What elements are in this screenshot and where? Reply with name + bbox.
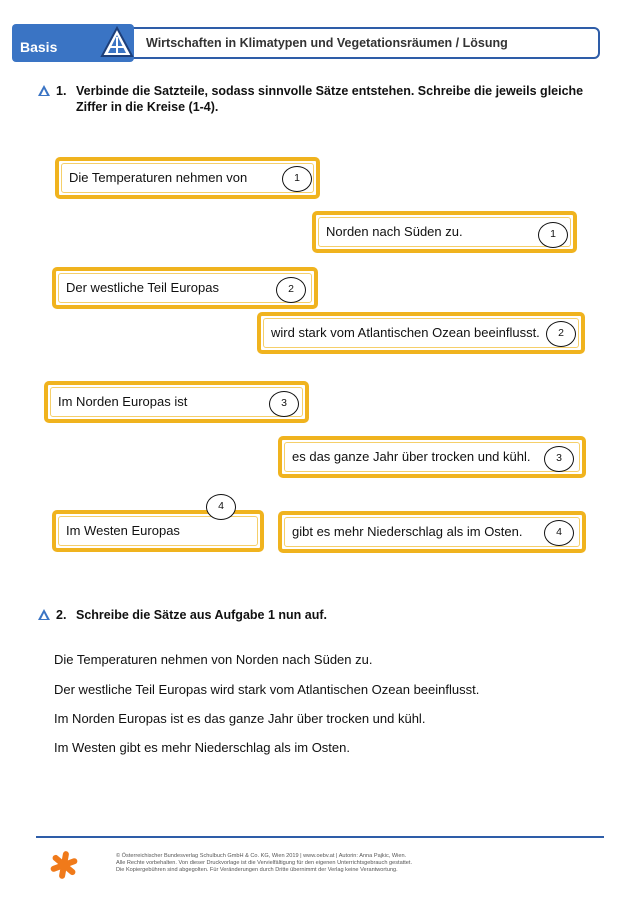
sentence-part-text: Die Temperaturen nehmen von xyxy=(69,170,248,185)
level-badge-label: Basis xyxy=(20,39,58,55)
footer-disclaimer: Die Kopiergebühren sind abgegolten. Für Veränderungen durch Dritte übernimmt der Verlag keine Verantwortung. xyxy=(116,867,398,873)
answer-sentence: Die Temperaturen nehmen von Norden nach Süden zu. xyxy=(54,652,373,667)
sentence-part-box[interactable] xyxy=(312,211,577,253)
number-circle[interactable]: 3 xyxy=(544,446,574,472)
sentence-part-text: Im Norden Europas ist xyxy=(58,394,188,409)
sentence-part-box[interactable] xyxy=(52,510,264,552)
number-circle[interactable]: 1 xyxy=(282,166,312,192)
sentence-part-box[interactable] xyxy=(52,267,318,309)
answer-sentence: Im Westen gibt es mehr Niederschlag als im Osten. xyxy=(54,740,350,755)
number-circle[interactable]: 2 xyxy=(546,321,576,347)
sentence-part-box[interactable] xyxy=(44,381,309,423)
number-circle[interactable]: 1 xyxy=(538,222,568,248)
number-circle[interactable]: 4 xyxy=(206,494,236,520)
task-1-number: 1. xyxy=(56,84,67,98)
footer-copyright: © Österreichischer Bundesverlag Schulbuch GmbH & Co. KG, Wien 2019 | www.oebv.at | Autorin: Anna Pajkic, Wien. xyxy=(116,853,407,859)
sentence-part-box[interactable] xyxy=(278,436,586,478)
number-circle[interactable]: 2 xyxy=(276,277,306,303)
triangle-icon xyxy=(37,608,51,621)
sentence-part-text: gibt es mehr Niederschlag als im Osten. xyxy=(292,524,523,539)
oebv-star-icon xyxy=(50,849,78,881)
task-1-instruction-line-1: Verbinde die Satzteile, sodass sinnvolle Sätze entstehen. Schreibe die jeweils gleiche xyxy=(76,84,584,98)
task-2-number: 2. xyxy=(56,608,67,622)
number-circle[interactable]: 4 xyxy=(544,520,574,546)
number-circle[interactable]: 3 xyxy=(269,391,299,417)
footer-rights: Alle Rechte vorbehalten. Von dieser Druckvorlage ist die Vervielfältigung für den eigenen Unterrichtsgebrauch gestattet. xyxy=(116,860,413,866)
sentence-part-text: es das ganze Jahr über trocken und kühl. xyxy=(292,449,531,464)
sentence-part-box[interactable] xyxy=(257,312,585,354)
answer-sentence: Der westliche Teil Europas wird stark vom Atlantischen Ozean beeinflusst. xyxy=(54,682,480,697)
footer-divider xyxy=(36,836,604,838)
answer-sentence: Im Norden Europas ist es das ganze Jahr über trocken und kühl. xyxy=(54,711,426,726)
sentence-part-box[interactable] xyxy=(278,511,586,553)
sentence-part-box[interactable] xyxy=(55,157,320,199)
task-2-instruction: Schreibe die Sätze aus Aufgabe 1 nun auf. xyxy=(76,608,327,622)
task-1-instruction-line-2: Ziffer in die Kreise (1-4). xyxy=(76,100,219,114)
sentence-part-text: Der westliche Teil Europas xyxy=(66,280,219,295)
sentence-part-text: Im Westen Europas xyxy=(66,523,180,538)
triangle-icon xyxy=(37,84,51,97)
sentence-part-text: wird stark vom Atlantischen Ozean beeinflusst. xyxy=(271,325,540,340)
pyramid-icon xyxy=(100,25,134,59)
page-title: Wirtschaften in Klimatypen und Vegetationsräumen / Lösung xyxy=(146,36,508,50)
sentence-part-text: Norden nach Süden zu. xyxy=(326,224,463,239)
